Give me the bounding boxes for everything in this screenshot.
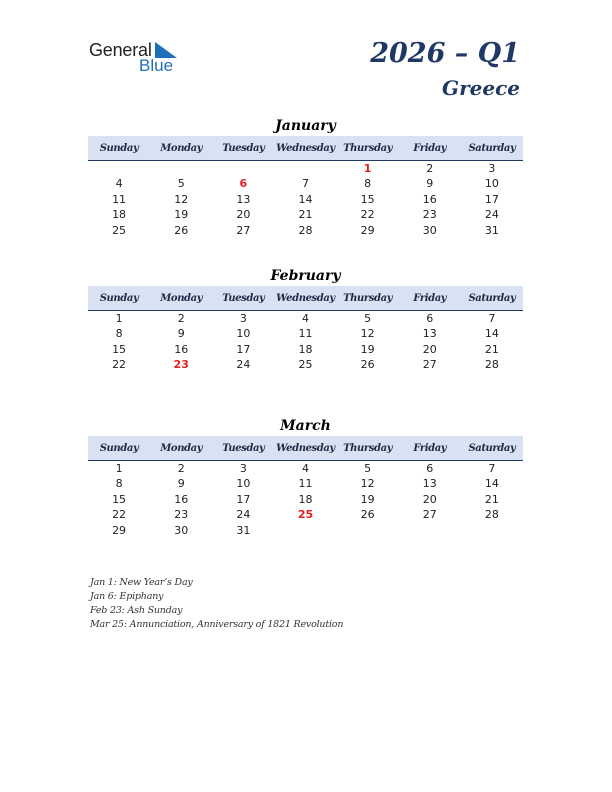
weekday-label: Saturday (468, 142, 516, 154)
calendar-date: 12 (360, 477, 375, 491)
weekday-label: Sunday (99, 142, 139, 154)
calendar-date: 18 (298, 342, 313, 356)
weekday-label: Monday (160, 442, 203, 454)
calendar-date: 10 (484, 177, 499, 191)
calendar-date: 2 (426, 162, 434, 175)
calendar-date: 6 (426, 312, 434, 325)
calendar-date: 7 (301, 177, 309, 191)
calendar-date: 13 (236, 192, 251, 206)
calendar-date: 13 (422, 327, 437, 341)
calendar-date (337, 523, 399, 538)
calendar-date: 10 (236, 477, 251, 491)
calendar-date: 24 (484, 208, 499, 222)
calendar-date: 2 (177, 462, 185, 475)
calendar-date: 1 (115, 462, 123, 475)
calendar-date: 23 (174, 508, 189, 522)
calendar-date: 4 (115, 177, 123, 191)
calendar-date: 16 (174, 492, 189, 506)
country-subtitle: Greece (442, 76, 520, 100)
calendar-date: 25 (298, 358, 313, 372)
weekday-header-row (88, 286, 523, 311)
weekday-label: Tuesday (222, 292, 265, 304)
calendar-date: 14 (298, 192, 313, 206)
weekday-label: Wednesday (276, 442, 335, 454)
week-row (88, 176, 523, 191)
holiday-date: 25 (297, 508, 314, 522)
month-block-january (88, 116, 523, 238)
calendar-date: 28 (298, 223, 313, 237)
weekday-header-row (88, 136, 523, 161)
calendar-date: 27 (236, 223, 251, 237)
holiday-date: 23 (173, 358, 189, 372)
calendar-date: 13 (422, 477, 437, 491)
calendar-date: 22 (112, 358, 127, 372)
calendar-date: 15 (112, 492, 127, 506)
calendar-date: 6 (426, 462, 434, 475)
calendar-date: 19 (360, 492, 375, 506)
calendar-date: 10 (236, 327, 251, 341)
month-title: January (275, 118, 336, 134)
calendar-date: 4 (301, 462, 309, 475)
calendar-date: 15 (112, 342, 127, 356)
week-row (88, 492, 523, 507)
week-row (88, 192, 523, 207)
calendar-date: 23 (422, 208, 437, 222)
weekday-label: Saturday (468, 442, 516, 454)
calendar-date: 7 (488, 462, 496, 475)
weekday-label: Thursday (343, 142, 393, 154)
calendar-date: 12 (174, 192, 189, 206)
calendar-date: 3 (239, 462, 247, 475)
calendar-date: 9 (177, 327, 185, 341)
weekday-label: Monday (160, 142, 203, 154)
calendar-date: 15 (360, 192, 375, 206)
calendar-date: 28 (484, 508, 499, 522)
calendar-date: 25 (112, 223, 127, 237)
calendar-date: 30 (422, 223, 437, 237)
holiday-date: 1 (363, 162, 372, 175)
calendar-date: 5 (364, 312, 372, 325)
calendar-date: 27 (422, 358, 437, 372)
calendar-date: 14 (484, 477, 499, 491)
calendar-date: 29 (112, 523, 127, 537)
calendar-date: 5 (364, 462, 372, 475)
weekday-label: Friday (413, 142, 447, 154)
weekday-label: Saturday (468, 292, 516, 304)
calendar-date: 26 (360, 358, 375, 372)
calendar-date (461, 523, 523, 538)
week-row (88, 461, 523, 476)
week-row (88, 507, 523, 522)
page-title: 2026 – Q1 (370, 38, 520, 69)
holiday-note: Jan 1: New Year’s Day (90, 577, 193, 588)
calendar-date: 16 (174, 342, 189, 356)
calendar-date (274, 523, 336, 538)
week-row (88, 207, 523, 222)
weekday-label: Friday (413, 292, 447, 304)
calendar-date: 30 (174, 523, 189, 537)
calendar-date: 2 (177, 312, 185, 325)
calendar-date: 20 (236, 208, 251, 222)
week-row (88, 357, 523, 372)
calendar-date: 17 (236, 492, 251, 506)
weekday-label: Tuesday (222, 142, 265, 154)
calendar-date: 11 (112, 192, 127, 206)
calendar-date: 16 (422, 192, 437, 206)
calendar-date: 29 (360, 223, 375, 237)
logo-word-general: General (89, 40, 152, 60)
calendar-date (212, 161, 274, 176)
weekday-label: Monday (160, 292, 203, 304)
calendar-date: 17 (484, 192, 499, 206)
calendar-date: 24 (236, 508, 251, 522)
calendar-date: 18 (112, 208, 127, 222)
calendar-date: 18 (298, 492, 313, 506)
calendar-date: 5 (177, 177, 185, 191)
calendar-date: 20 (422, 342, 437, 356)
calendar-date: 3 (488, 162, 496, 175)
holiday-note: Feb 23: Ash Sunday (90, 605, 183, 616)
calendar-date: 26 (174, 223, 189, 237)
calendar-date: 8 (115, 327, 123, 341)
calendar-date: 17 (236, 342, 251, 356)
week-row (88, 311, 523, 326)
calendar-date: 11 (298, 477, 313, 491)
calendar-date (274, 161, 336, 176)
calendar-date: 14 (484, 327, 499, 341)
month-title: March (280, 418, 331, 434)
holiday-date: 6 (239, 177, 248, 191)
calendar-date: 8 (364, 177, 372, 191)
calendar-date: 27 (422, 508, 437, 522)
weekday-label: Thursday (343, 292, 393, 304)
week-row (88, 326, 523, 341)
holiday-note: Jan 6: Epiphany (90, 591, 164, 602)
weekday-label: Sunday (99, 292, 139, 304)
calendar-date: 21 (484, 342, 499, 356)
calendar-date: 7 (488, 312, 496, 325)
weekday-label: Wednesday (276, 142, 335, 154)
calendar-date: 28 (484, 358, 499, 372)
holiday-note: Mar 25: Annunciation, Anniversary of 1821 Revolution (90, 619, 344, 630)
brand-logo (89, 40, 189, 76)
month-block-march (88, 416, 523, 538)
calendar-date: 4 (301, 312, 309, 325)
calendar-date: 19 (360, 342, 375, 356)
calendar-date: 8 (115, 477, 123, 491)
calendar-date: 12 (360, 327, 375, 341)
calendar-date (399, 523, 461, 538)
calendar-date: 21 (484, 492, 499, 506)
weekday-label: Tuesday (222, 442, 265, 454)
calendar-date: 24 (236, 358, 251, 372)
weekday-label: Thursday (343, 442, 393, 454)
calendar-date: 11 (298, 327, 313, 341)
calendar-date: 3 (239, 312, 247, 325)
calendar-date: 21 (298, 208, 313, 222)
calendar-date: 26 (360, 508, 375, 522)
calendar-date: 9 (177, 477, 185, 491)
calendar-date: 20 (422, 492, 437, 506)
logo-word-blue: Blue (139, 56, 174, 75)
week-row (88, 342, 523, 357)
month-block-february (88, 266, 523, 373)
week-row (88, 223, 523, 238)
weekday-header-row (88, 436, 523, 461)
weekday-label: Wednesday (276, 292, 335, 304)
calendar-date: 9 (426, 177, 434, 191)
calendar-date: 22 (112, 508, 127, 522)
week-row (88, 523, 523, 538)
weekday-label: Friday (413, 442, 447, 454)
week-row (88, 161, 523, 176)
holiday-notes (90, 576, 510, 632)
calendar-date: 31 (236, 523, 251, 537)
calendar-date: 31 (484, 223, 499, 237)
week-row (88, 476, 523, 491)
weekday-label: Sunday (99, 442, 139, 454)
calendar-date: 1 (115, 312, 123, 325)
month-title: February (270, 268, 341, 284)
calendar-date: 19 (174, 208, 189, 222)
calendar-date: 22 (360, 208, 375, 222)
calendar-date (150, 161, 212, 176)
calendar-date (88, 161, 150, 176)
